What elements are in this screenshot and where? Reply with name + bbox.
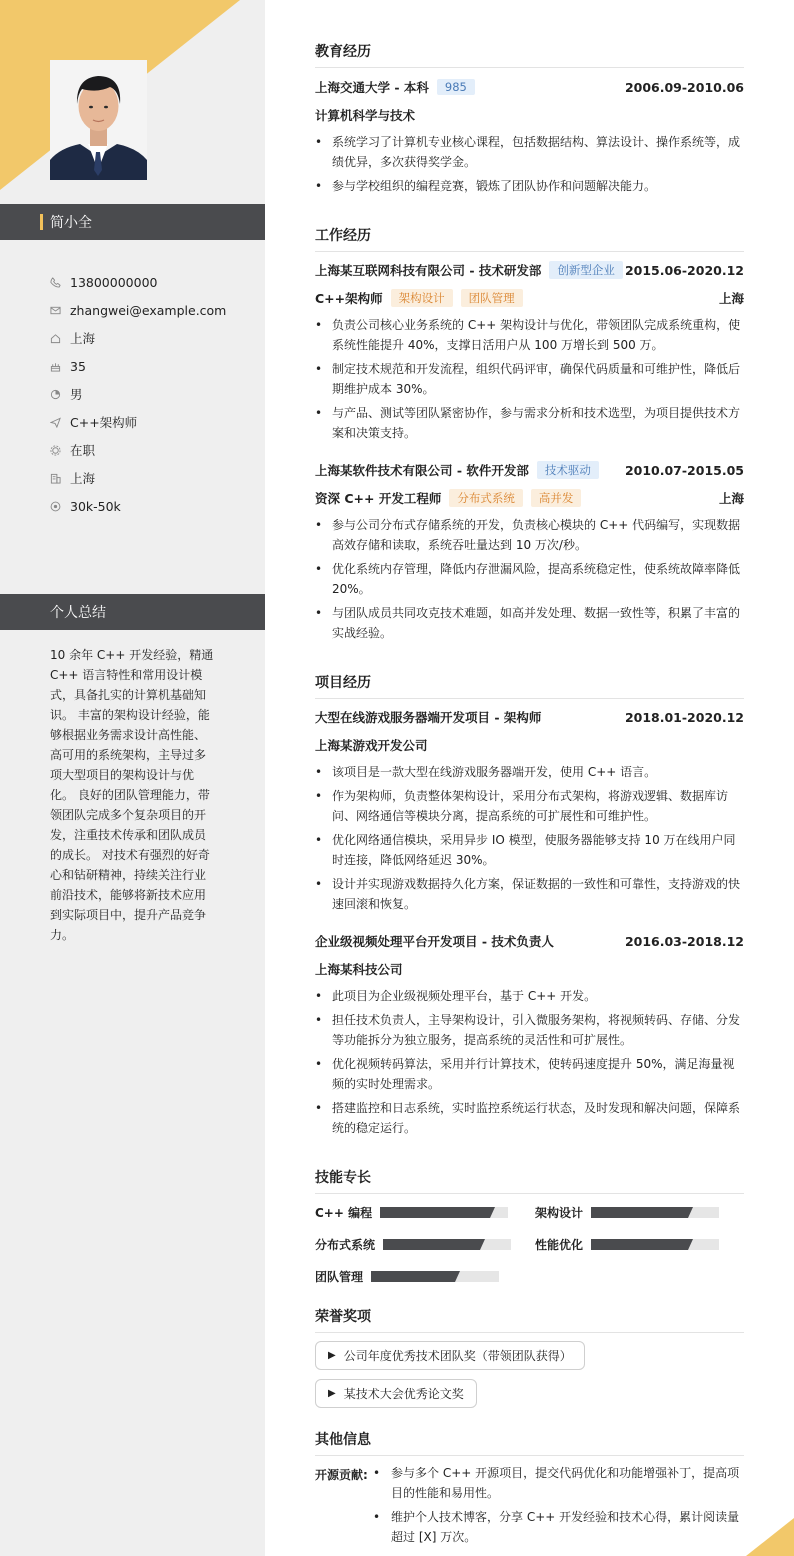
job-bullets [315, 315, 744, 447]
project-name: 大型在线游戏服务器端开发项目 - 架构师 [315, 710, 542, 725]
job-role: 资深 C++ 开发工程师 [315, 491, 442, 506]
company-tag: 创新型企业 [549, 261, 623, 279]
role-tag: 团队管理 [461, 289, 523, 307]
list-item: • 优化系统内存管理，降低内存泄漏风险，提高系统稳定性，使系统故障率降低 20%。 [315, 559, 744, 599]
info-text: 在职 [70, 443, 96, 458]
building-icon [50, 473, 70, 484]
job-bullets [315, 515, 744, 647]
job-header [315, 261, 744, 279]
award-text: 公司年度优秀技术团队奖（带领团队获得） [343, 1349, 572, 1363]
award-item[interactable] [315, 1379, 477, 1408]
project-bullets [315, 762, 744, 918]
skill-item [535, 1236, 719, 1253]
play-icon: ▶ [328, 1350, 336, 1361]
list-item: • 与团队成员共同攻克技术难题，如高并发处理、数据一致性等，积累了丰富的实战经验。 [315, 603, 744, 643]
mail-icon [50, 305, 70, 316]
info-text: 13800000000 [70, 274, 158, 290]
phone-icon [50, 277, 70, 288]
skill-bar [371, 1271, 499, 1282]
job-role-row [315, 289, 744, 307]
list-item: • 维护个人技术博客，分享 C++ 开发经验和技术心得，累计阅读量超过 [X] 万次。 [373, 1507, 744, 1547]
company-name: 上海某互联网科技有限公司 - 技术研发部 [315, 263, 542, 278]
major: 计算机科学与技术 [315, 108, 416, 123]
list-item: • 参与多个 C++ 开源项目，提交代码优化和功能增强补丁，提高项目的性能和易用性。 [373, 1463, 744, 1503]
job-role-row [315, 489, 744, 507]
skill-bar-fill [591, 1239, 688, 1250]
summary-bar [0, 594, 265, 630]
section-title-education: 教育经历 [315, 41, 744, 68]
list-item: • 搭建监控和日志系统，实时监控系统运行状态，及时发现和解决问题，保障系统的稳定运行。 [315, 1098, 744, 1138]
job-city: 上海 [718, 491, 744, 506]
home-icon [50, 333, 70, 344]
project-header [315, 932, 744, 950]
list-item: • 优化视频转码算法，采用并行计算技术，使转码速度提升 50%，满足海量视频的实时处理需求。 [315, 1054, 744, 1094]
info-text: zhangwei@example.com [70, 302, 227, 318]
list-item: • 设计并实现游戏数据持久化方案，保证数据的一致性和可靠性，支持游戏的快速回滚和恢复。 [315, 874, 744, 914]
info-home [50, 324, 260, 352]
project-date: 2018.01-2020.12 [624, 709, 744, 725]
salary-icon [50, 501, 70, 512]
list-item: • 参与公司分布式存储系统的开发，负责核心模块的 C++ 代码编写，实现数据高效存储和读取，系统吞吐量达到 10 万次/秒。 [315, 515, 744, 555]
list-item: • 作为架构师，负责整体架构设计，采用分布式架构，将游戏逻辑、数据库访问、网络通信等模块分离，提高系统的可扩展性和可维护性。 [315, 786, 744, 826]
education-bullets [315, 132, 744, 200]
section-title-awards: 荣誉奖项 [315, 1306, 744, 1333]
section-title-skills: 技能专长 [315, 1167, 744, 1194]
skill-bar-fill [371, 1271, 455, 1282]
section-title-projects: 项目经历 [315, 672, 744, 699]
list-item: • 制定技术规范和开发流程，组织代码评审，确保代码质量和可维护性，降低后期维护成本 30%。 [315, 359, 744, 399]
other-label: 开源贡献: [315, 1468, 368, 1482]
project-header [315, 708, 744, 726]
skill-item [535, 1204, 719, 1221]
skill-name: C++ 编程 [315, 1206, 373, 1220]
skill-item [315, 1236, 511, 1253]
list-item: • 系统学习了计算机专业核心课程，包括数据结构、算法设计、操作系统等，成绩优异，多次获得奖学金。 [315, 132, 744, 172]
avatar [50, 60, 147, 180]
info-text: 30k-50k [70, 498, 121, 514]
summary-title: 个人总结 [50, 605, 106, 621]
skill-bar-fill [383, 1239, 480, 1250]
summary-text: 10 余年 C++ 开发经验，精通 C++ 语言特性和常用设计模式，具备扎实的计算机基础知识。 丰富的架构设计经验，能够根据业务需求设计高性能、高可用的系统架构，主导过多项大型项目的架构设计与优化。 良好的团队管理能力，带领团队完成多个复杂项目的开发，注重技术传承和团队成员的成长。 对技术有强烈的好奇心和钻研精神，持续关注行业前沿技术，能够将新技术应用到实际项目中，提升产品竞争力。 [50, 648, 214, 942]
corner-decoration-bottom [746, 1518, 794, 1556]
info-gender [50, 380, 260, 408]
education-date: 2006.09-2010.06 [624, 79, 744, 95]
info-salary [50, 492, 260, 520]
info-text: 35 [70, 358, 86, 374]
skill-bar-fill [591, 1207, 688, 1218]
skill-bar [591, 1207, 719, 1218]
info-text: 男 [70, 387, 83, 402]
section-title-work: 工作经历 [315, 225, 744, 252]
skill-bar-fill [380, 1207, 490, 1218]
skill-item [315, 1268, 499, 1285]
company-name: 上海某软件技术有限公司 - 软件开发部 [315, 463, 529, 478]
other-bullets [373, 1463, 744, 1551]
list-item: • 与产品、测试等团队紧密协作，参与需求分析和技术选型，为项目提供技术方案和决策支持。 [315, 403, 744, 443]
role-tag: 架构设计 [391, 289, 453, 307]
company-tag: 技术驱动 [537, 461, 599, 479]
status-icon [50, 445, 70, 456]
list-item: • 担任技术负责人，主导架构设计，引入微服务架构，将视频转码、存储、分发等功能拆分为独立服务，提高系统的灵活性和可扩展性。 [315, 1010, 744, 1050]
list-item: • 负责公司核心业务系统的 C++ 架构设计与优化，带领团队完成系统重构，使系统性能提升 40%，支撑日活用户从 100 万增长到 500 万。 [315, 315, 744, 355]
info-text: 上海 [70, 471, 96, 486]
sidebar [0, 0, 265, 1556]
award-text: 某技术大会优秀论文奖 [343, 1387, 464, 1401]
skill-name: 架构设计 [535, 1206, 584, 1220]
skill-bar [380, 1207, 508, 1218]
list-item: • 优化网络通信模块，采用异步 IO 模型，使服务器能够支持 10 万在线用户同时连接，降低网络延迟 30%。 [315, 830, 744, 870]
skill-name: 分布式系统 [315, 1238, 376, 1252]
role-tag: 分布式系统 [449, 489, 523, 507]
role-tag: 高并发 [531, 489, 582, 507]
gender-icon [50, 389, 70, 400]
education-header [315, 78, 744, 96]
skill-name: 性能优化 [535, 1238, 584, 1252]
award-item[interactable] [315, 1341, 585, 1370]
person-name: 简小全 [50, 215, 92, 231]
job-role: C++架构师 [315, 291, 383, 306]
info-position [50, 408, 260, 436]
list-item: • 此项目为企业级视频处理平台，基于 C++ 开发。 [315, 986, 744, 1006]
info-email [50, 296, 260, 324]
info-status [50, 436, 260, 464]
cake-icon [50, 361, 70, 372]
skill-name: 团队管理 [315, 1270, 364, 1284]
info-city [50, 464, 260, 492]
job-date: 2010.07-2015.05 [624, 462, 744, 478]
section-title-other: 其他信息 [315, 1429, 744, 1456]
job-header [315, 461, 744, 479]
name-bar [0, 204, 265, 240]
send-icon [50, 417, 70, 428]
info-text: C++架构师 [70, 415, 138, 430]
skill-bar [383, 1239, 511, 1250]
skill-bar [591, 1239, 719, 1250]
project-company: 上海某科技公司 [315, 962, 403, 977]
accent-mark [40, 214, 43, 230]
info-age [50, 352, 260, 380]
project-name: 企业级视频处理平台开发项目 - 技术负责人 [315, 934, 554, 949]
school-name: 上海交通大学 - 本科 [315, 80, 429, 95]
project-bullets [315, 986, 744, 1142]
project-company: 上海某游戏开发公司 [315, 738, 428, 753]
job-date: 2015.06-2020.12 [624, 262, 744, 278]
contact-info-list [50, 268, 260, 520]
project-date: 2016.03-2018.12 [624, 933, 744, 949]
skill-item [315, 1204, 508, 1221]
list-item: • 该项目是一款大型在线游戏服务器端开发，使用 C++ 语言。 [315, 762, 744, 782]
job-city: 上海 [718, 291, 744, 306]
info-text: 上海 [70, 331, 96, 346]
info-phone [50, 268, 260, 296]
play-icon: ▶ [328, 1388, 336, 1399]
list-item: • 参与学校组织的编程竞赛，锻炼了团队协作和问题解决能力。 [315, 176, 744, 196]
school-tag: 985 [437, 79, 475, 95]
